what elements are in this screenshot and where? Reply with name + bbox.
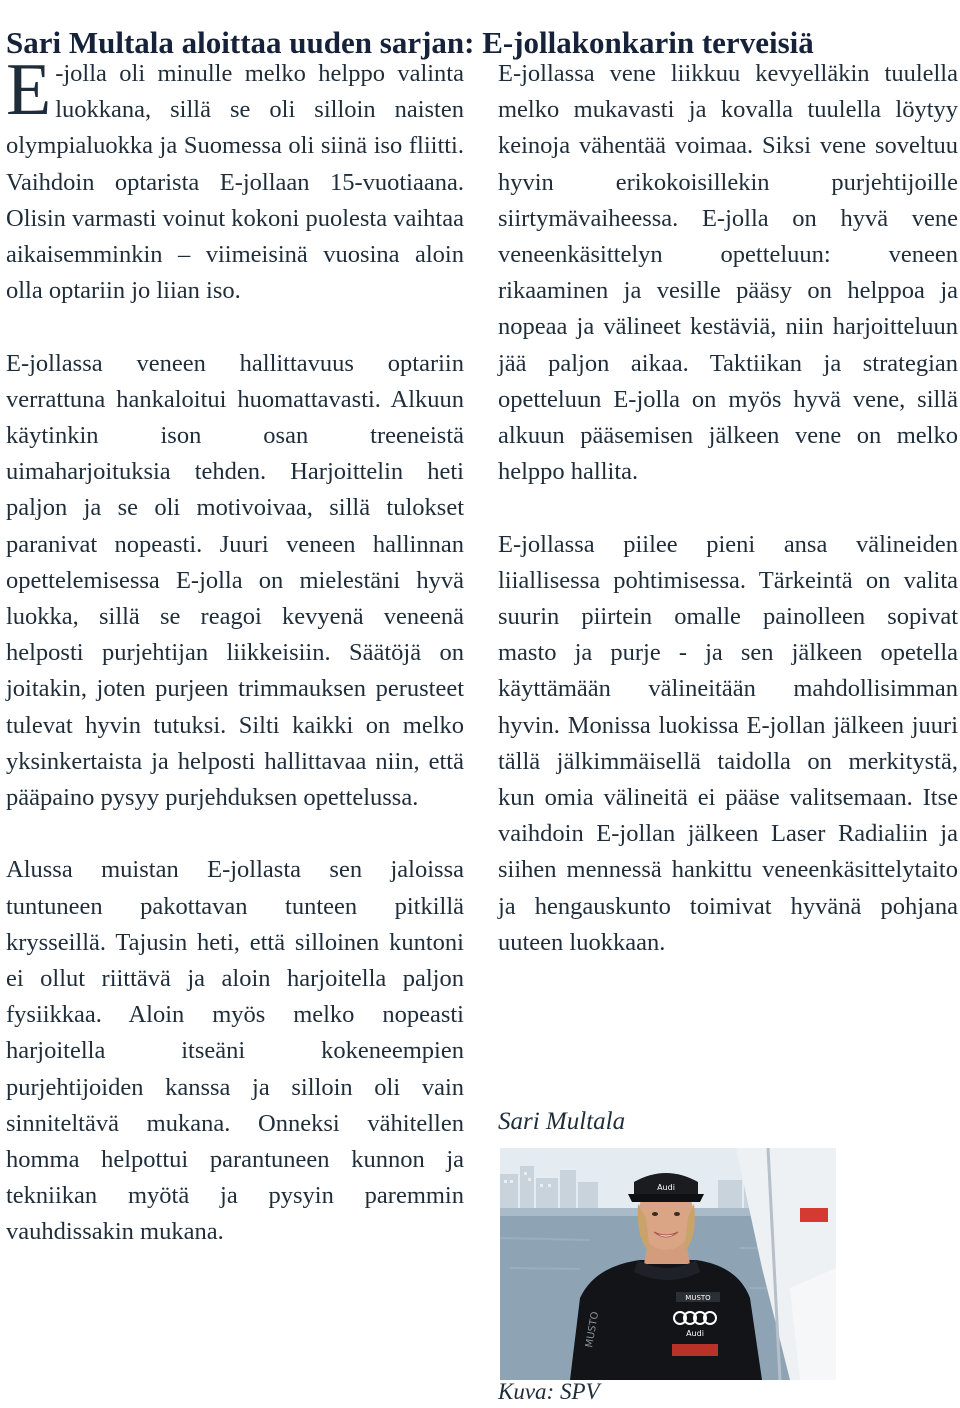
photo-illustration [500,1148,836,1380]
right-column [498,56,958,961]
left-column [6,49,464,1251]
paragraph-4: E-jollassa vene liikkuu kevyelläkin tuulella melko mukavasti ja kovalla tuulella löytyy keinoja vähentää voimaa. Siksi vene soveltuu hyvin erikokoisillekin purjehtijoille siirtymävaiheessa. E-jolla on hyvä vene veneenkäsittelyn opetteluun: veneen rikaaminen ja vesille pääsy on helppoa ja nopeaa ja välineet kestäviä, niin harjoitteluun jää paljon aikaa. Taktiikan ja strategian opetteluun E-jolla on myös hyvä vene, sillä alkuun pääsemisen jälkeen vene on melko helppo hallita. [498,60,958,486]
photo-caption: Kuva: SPV [498,1379,600,1404]
page-title: Sari Multala aloittaa uuden sarjan: E-jollakonkarin terveisiä [6,24,814,60]
svg-text:MUSTO: MUSTO [685,1294,711,1302]
author-photo [500,1148,836,1380]
paragraph-3: Alussa muistan E-jollasta sen jaloissa tuntuneen pakottavan tunteen pitkillä krysseillä. Tajusin heti, että silloinen kuntoni ei ollut riittävä ja aloin harjoitella paljon fysiikkaa. Aloin myös melko nopeasti harjoitella itseäni kokeneempien purjehtijoiden kanssa ja silloin oli vain sinniteltävä mukana. Onneksi vähitellen homma helpottui parantuneen kunnon ja tekniikan myötä ja pysyin paremmin vauhdissakin mukana. [6,856,464,1246]
svg-text:Audi: Audi [686,1329,704,1338]
paragraph-1-text: -jolla oli minulle melko helppo valinta luokkana, sillä se oli silloin naisten olympialuokka ja Suomessa oli siinä iso fliitti. Vaihdoin optarista E-jollaan 15-vuotiaana. Olisin varmasti voinut kokoni puolesta vaihtaa aikaisemminkin – viimeisinä vuosina aloin olla optariin jo liian iso. [6,60,464,305]
author-signature: Sari Multala [498,1108,626,1135]
paragraph-2: E-jollassa veneen hallittavuus optariin verrattuna hankaloitui huomattavasti. Alkuun käytinkin ison osan treeneistä uimaharjoituksia tehden. Harjoittelin heti paljon ja se oli motivoivaa, sillä tulokset paranivat nopeasti. Juuri veneen hallinnan opettelemisessa E-jolla on mielestäni hyvä luokka, sillä se reagoi kevyenä veneenä helposti purjehtijan liikkeisiin. Säätöjä on joitakin, joten purjeen trimmauksen perusteet tulevat hyvin tutuksi. Silti kaikki on melko yksinkertaista ja helposti hallittavaa niin, että pääpaino pysyy purjehduksen opettelussa. [6,349,464,812]
paragraph-5: E-jollassa piilee pieni ansa välineiden liiallisessa pohtimisessa. Tärkeintä on valita suurin piirtein omalle painolleen sopivat masto ja purje - ja sen jälkeen opetella käyttämään välineitään mahdollisimman hyvin. Monissa luokissa E-jollan jälkeen juuri tällä jälkimmäisellä taidolla on merkitystä, kun omia välineitä ei pääse valitsemaan. Itse vaihdoin E-jollan jälkeen Laser Radialiin ja siihen mennessä hankittu veneenkäsittelytaito ja hengauskunto toimivat hyvänä pohjana uuteen luokkaan. [498,530,958,956]
drop-cap: E [6,49,52,131]
svg-text:MUSTO: MUSTO [584,1310,602,1349]
paragraph-1 [6,49,464,309]
boat-logo [800,1208,828,1222]
svg-text:Audi: Audi [657,1183,675,1192]
